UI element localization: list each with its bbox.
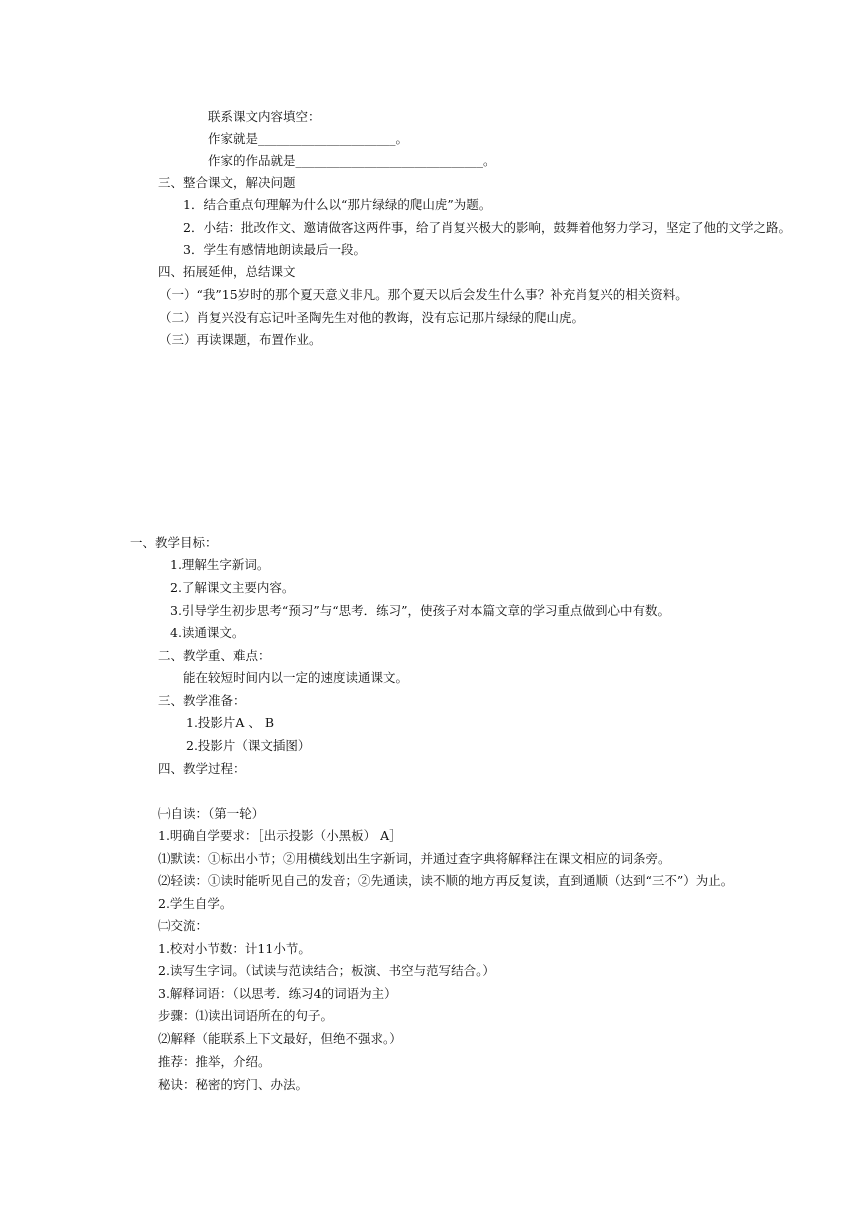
list-item: 2．小结：批改作文、邀请做客这两件事，给了肖复兴极大的影响，鼓舞着他努力学习，坚定了他的文学之路。 [183,220,791,235]
list-item: 1.投影片A 、 B [186,715,275,730]
paragraph: 能在较短时间内以一定的速度读通课文。 [183,670,409,685]
list-item: 1.明确自学要求：［出示投影（小黑板） A］ [158,828,402,843]
section-heading: 四、拓展延伸，总结课文 [158,264,296,279]
section-heading: 一、教学目标： [130,535,218,550]
list-item: 2.学生自学。 [158,896,233,911]
list-item: 2.读写生字词。（试读与范读结合；板演、书空与范写结合。） [158,963,495,978]
section-heading: 三、教学准备： [158,693,246,708]
list-item: 步骤：⑴读出词语所在的句子。 [158,1008,334,1023]
subsection-heading: ㈠自读：（第一轮） [158,806,265,821]
list-item: （二）肖复兴没有忘记叶圣陶先生对他的教诲，没有忘记那片绿绿的爬山虎。 [159,310,585,325]
list-item: 1．结合重点句理解为什么以“那片绿绿的爬山虎”为题。 [183,197,492,212]
list-item: 1.校对小节数：计11小节。 [158,941,311,956]
list-item: （一）“我”15岁时的那个夏天意义非凡。那个夏天以后会发生什么事？补充肖复兴的相关资料。 [159,287,688,302]
list-item: 秘诀：秘密的窍门、办法。 [158,1077,309,1092]
list-item: 2.了解课文主要内容。 [170,580,295,595]
list-item: 3.引导学生初步思考“预习”与“思考．练习”，使孩子对本篇文章的学习重点做到心中有数。 [170,603,670,618]
list-item: 4.读通课文。 [170,625,245,640]
section-heading: 三、整合课文，解决问题 [158,175,296,190]
subsection-heading: ㈡交流： [158,918,209,933]
section-heading: 四、教学过程： [158,761,246,776]
fill-blank-writer: 作家就是______________________。 [208,131,409,146]
list-item: 1.理解生字新词。 [170,557,270,572]
list-item: 2.投影片（课文插图） [186,738,311,753]
list-item: （三）再读课题，布置作业。 [159,332,322,347]
list-item: ⑵解释（能联系上下文最好，但绝不强求。） [158,1031,402,1046]
list-item: 3．学生有感情地朗读最后一段。 [183,242,366,257]
list-item: ⑵轻读：①读时能听见自己的发音；②先通读，读不顺的地方再反复读，直到通顺（达到“三不”）为止。 [158,873,734,888]
section-heading: 二、教学重、难点： [158,648,271,663]
fill-blank-instruction: 联系课文内容填空： [208,109,321,124]
list-item: 推荐：推举，介绍。 [158,1054,271,1069]
list-item: 3.解释词语：（以思考．练习4的词语为主） [158,986,397,1001]
fill-blank-works: 作家的作品就是______________________________。 [208,153,496,168]
list-item: ⑴默读：①标出小节；②用横线划出生字新词，并通过查字典将解释注在课文相应的词条旁。 [158,851,671,866]
